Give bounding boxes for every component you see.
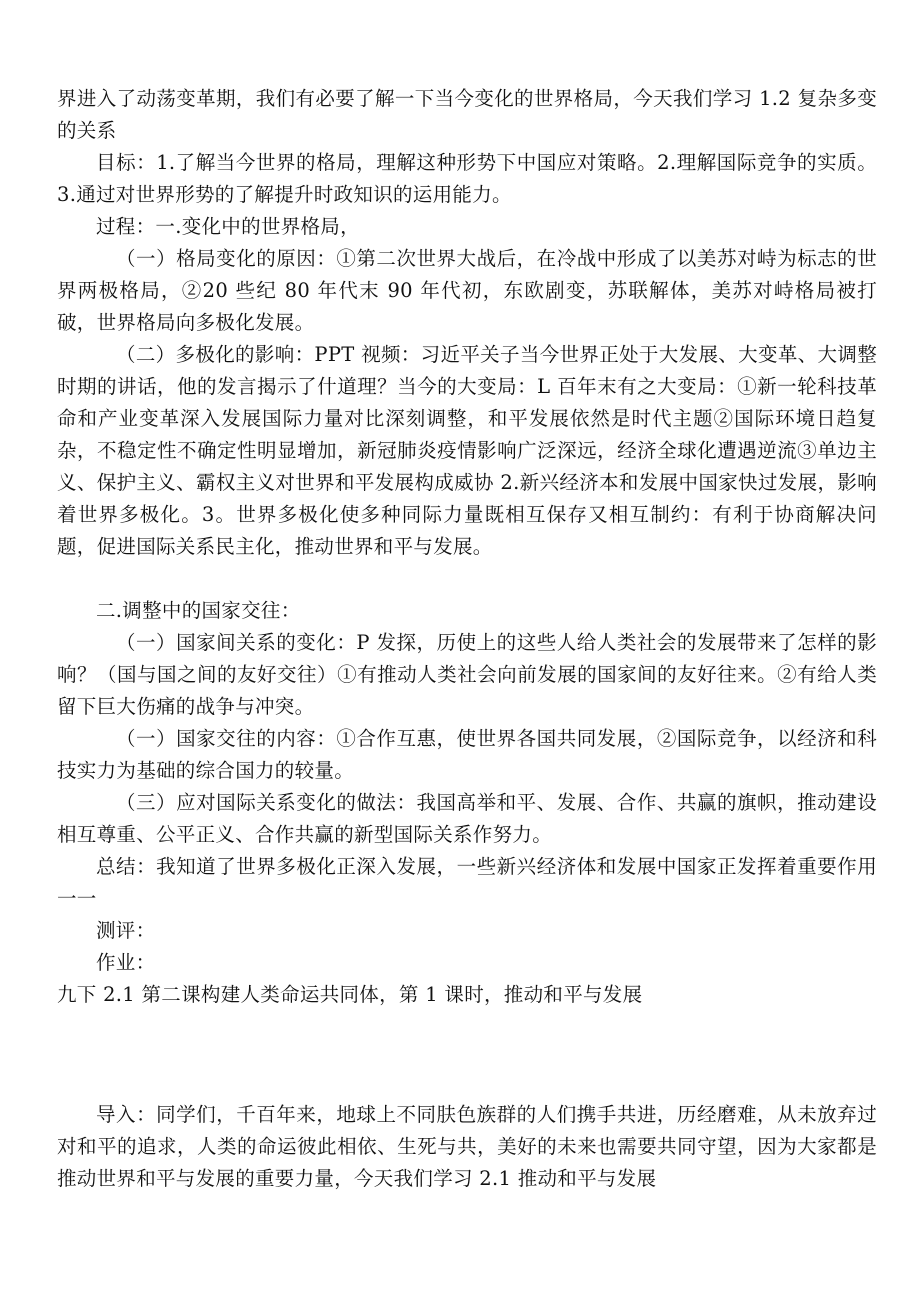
summary-paragraph: 总结：我知道了世界多极化正深入发展，一些新兴经济体和发展中国家正发挥着重要作用一一	[57, 855, 877, 910]
assessment-label: 测评：	[96, 919, 156, 942]
next-intro-paragraph: 导入：同学们，千百年来，地球上不同肤色族群的人们携手共进，历经磨难，从未放弃过对和平的追求，人类的命运彼此相依、生死与共，美好的未来也需要共同守望，因为大家都是推动世界和平与发展的重要力量，今天我们学习 2.1 推动和平与发展	[57, 1103, 877, 1190]
section2-1-paragraph: （一）国家间关系的变化：P 发探，历使上的这些人给人类社会的发展带来了怎样的影响？（国与国之间的友好交往）①有推动人类社会向前发展的国家间的友好往来。②有给人类留下巨大伤痛的战争与冲突。	[57, 631, 877, 718]
process-heading: 过程：一.变化中的世界格局，	[96, 215, 360, 238]
goal-paragraph: 目标：1.了解当今世界的格局，理解这种形势下中国应对策略。2.理解国际竞争的实质。3.通过对世界形势的了解提升时政知识的运用能力。	[57, 151, 877, 206]
section2-heading: 二.调整中的国家交往：	[96, 599, 301, 622]
next-lesson-title: 九下 2.1 第二课构建人类命运共同体，第 1 课时，推动和平与发展	[57, 983, 643, 1006]
section2-2-paragraph: （一）国家交往的内容：①合作互惠，使世界各国共同发展，②国际竞争，以经济和科技实力为基础的综合国力的较量。	[57, 727, 877, 782]
section2-3-paragraph: （三）应对国际关系变化的做法：我国高举和平、发展、合作、共赢的旗帜，推动建设相互尊重、公平正义、合作共赢的新型国际关系作努力。	[57, 791, 877, 846]
section1-2-paragraph: （二）多极化的影响：PPT 视频：习近平关子当今世界正处于大发展、大变革、大调整时期的讲话，他的发言揭示了什道理？当今的大变局：L 百年末有之大变局：①新一轮科技革命和产业变革深入发展国际力量对比深刻调整，和平发展依然是时代主题②国际环境日趋复杂，不稳定性不确定性明显增加，新冠肺炎疫情影响广泛深远，经济全球化遭遇逆流③单边主义、保护主义、霸权主义对世界和平发展构成威协 2.新兴经济本和发展中国家快过发展，影响着世界多极化。3。世界多极化使多种同际力量既相互保存又相互制约：有利于协商解决问题，促进国际关系民主化，推动世界和平与发展。	[57, 343, 877, 558]
intro-tail-paragraph: 界进入了动荡变革期，我们有必要了解一下当今变化的世界格局，今天我们学习 1.2 复杂多变的关系	[57, 87, 877, 142]
section1-1-paragraph: （一）格局变化的原因：①第二次世界大战后，在冷战中形成了以美苏对峙为标志的世界两极格局，②20 些纪 80 年代末 90 年代初，东欧剧变，苏联解体，美苏对峙格局被打破，世界格局向多极化发展。	[57, 247, 877, 334]
homework-label: 作业：	[96, 951, 156, 974]
